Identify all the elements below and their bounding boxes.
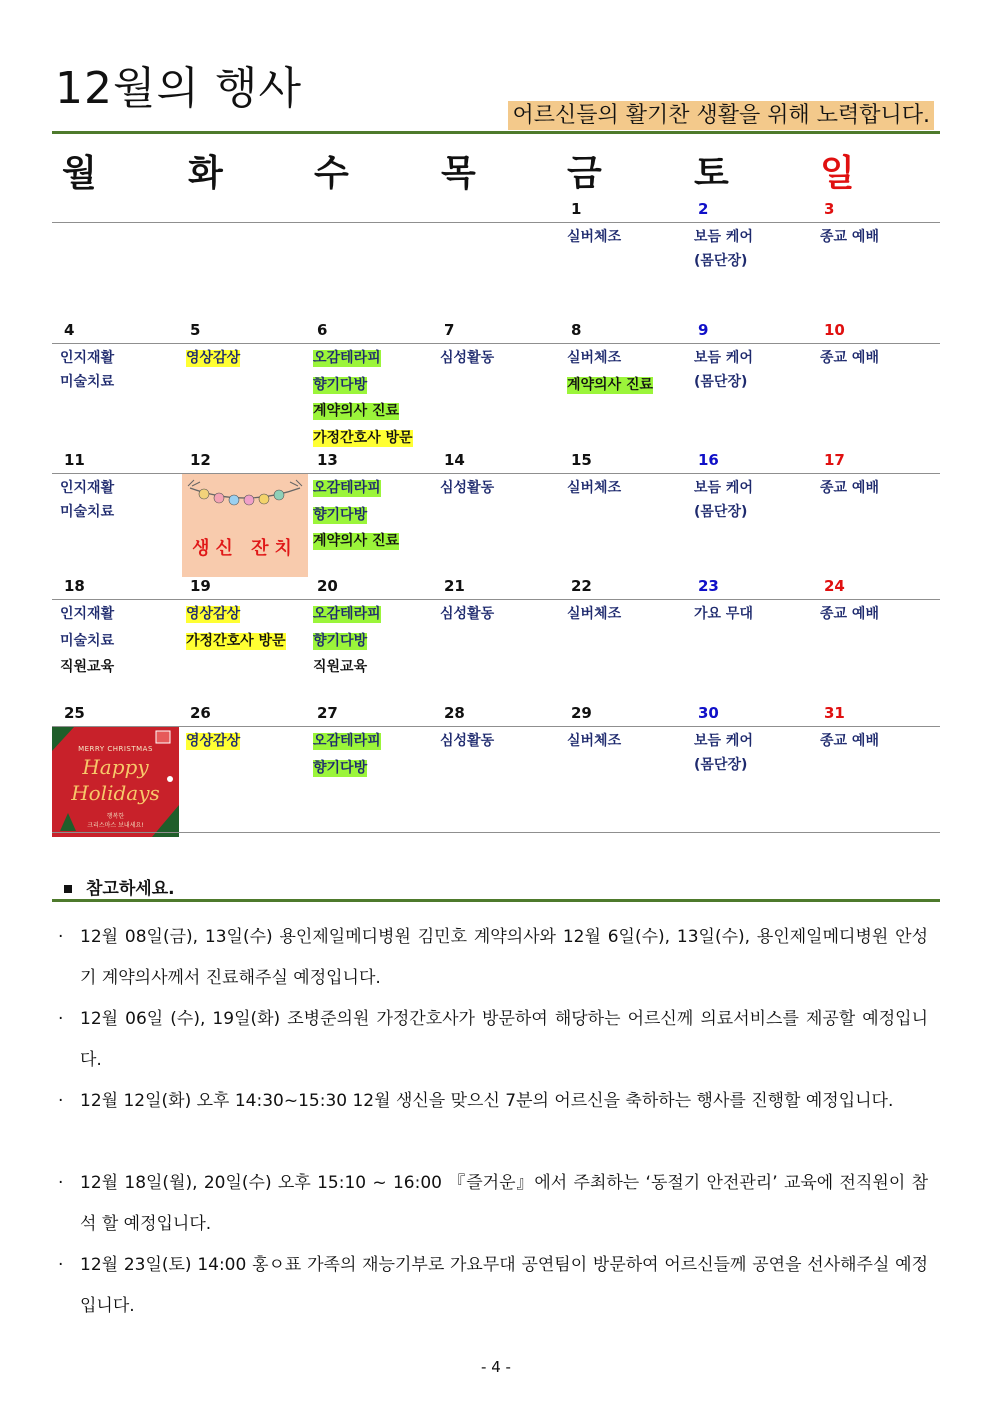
note-item [58,999,928,1081]
event-item: 심성활동 [440,480,495,496]
event-item: 실버체조 [567,733,622,749]
week-divider [52,222,940,223]
event-item: 영상감상 [186,606,241,622]
event-item: 심성활동 [440,606,495,622]
page-number: - 4 - [481,1358,511,1376]
note-bullet: · [58,1091,64,1111]
note-item [58,1081,928,1122]
weekday-wed: 수 [314,153,349,194]
event-item: 종교 예배 [820,229,879,245]
weekday-fri: 금 [567,153,602,194]
event-item: 종교 예배 [820,733,879,749]
event-item: 계약의사 진료 [567,376,654,393]
event-item: 실버체조 [567,480,622,496]
day-number: 18 [64,577,85,595]
day-number: 13 [317,451,338,469]
day-number: 12 [190,451,211,469]
note-text: 12월 12일(화) 오후 14:30~15:30 12월 생신을 맞으신 7분의 어르신을 축하하는 행사를 진행할 예정입니다. [80,1091,894,1111]
birthday-party-label: 생신 잔치 [192,538,298,559]
note-text: 12월 06일 (수), 19일(화) 조병준의원 가정간호사가 방문하여 해당하는 어르신께 의료서비스를 제공할 예정입니다. [80,1009,928,1070]
day-number: 26 [190,704,211,722]
day-number: 14 [444,451,465,469]
event-item: 오감테라피 [313,480,381,496]
page-title: 12월의 행사 [55,63,302,114]
event-item: 향기다방 [313,506,368,523]
day-number: 27 [317,704,338,722]
event-item: 보듬 케어 [694,733,753,749]
day-number: 5 [190,321,201,339]
day-number: 8 [571,321,582,339]
weekday-sat: 토 [694,153,729,194]
event-item: 가요 무대 [694,606,753,622]
day-number: 19 [190,577,211,595]
day-number: 28 [444,704,465,722]
note-item [58,917,928,999]
event-item: 심성활동 [440,733,495,749]
holiday-image-caption: MERRY CHRISTMAS [78,745,153,753]
event-item: 인지재활 [60,606,115,622]
day-number: 6 [317,321,328,339]
event-item: 미술치료 [60,632,115,649]
event-item: (몸단장) [694,757,748,773]
week-divider [52,599,940,600]
day-number: 11 [64,451,85,469]
day-number: 21 [444,577,465,595]
event-item: 향기다방 [313,632,368,649]
day-number: 20 [317,577,338,595]
notes-divider [52,899,940,902]
note-text: 12월 23일(토) 14:00 홍ㅇ표 가족의 재능기부로 가요무대 공연팀이 방문하여 어르신들께 공연을 선사해주실 예정입니다. [80,1255,928,1316]
note-bullet: · [58,1255,64,1275]
day-number: 10 [824,321,845,339]
event-item: 직원교육 [60,659,115,675]
event-item: (몸단장) [694,253,748,269]
event-item: 미술치료 [60,374,115,390]
note-item [58,1245,928,1327]
calendar-week-row [52,573,940,700]
note-item [58,1163,928,1245]
day-number: 7 [444,321,455,339]
event-item: 종교 예배 [820,480,879,496]
title-divider [52,131,940,134]
weekday-mon: 월 [62,153,97,194]
holiday-image-subtext: 행복한 [106,813,125,820]
day-number: 16 [698,451,719,469]
event-item: 인지재활 [60,480,115,496]
holiday-image-happy: Happy [82,755,149,779]
event-item: 인지재활 [60,350,115,366]
day-number: 31 [824,704,845,722]
weekday-header [52,141,940,194]
day-number: 23 [698,577,719,595]
event-item: 오감테라피 [313,733,381,749]
holiday-image [52,727,179,837]
event-item: 향기다방 [313,376,368,393]
note-text: 12월 18일(월), 20일(수) 오후 15:10 ~ 16:00 『즐거운』에서 주최하는 ‘동절기 안전관리’ 교육에 전직원이 참석 할 예정입니다. [80,1173,928,1234]
day-number: 15 [571,451,592,469]
notes-heading [64,874,175,899]
event-item: 실버체조 [567,350,622,366]
day-number: 3 [824,200,835,218]
event-item: 심성활동 [440,350,495,366]
calendar-week-row [52,447,940,573]
notes-heading-text: 참고하세요. [86,879,175,899]
day-number: 4 [64,321,75,339]
birthday-party-cell [182,474,308,577]
note-bullet: · [58,1009,64,1029]
week-divider [52,726,940,727]
event-item: 계약의사 진료 [313,533,400,549]
day-number: 29 [571,704,592,722]
calendar-week-row [52,317,940,447]
event-item: 종교 예배 [820,350,879,366]
event-item: 향기다방 [313,759,368,776]
event-item: 실버체조 [567,229,622,245]
event-item: 직원교육 [313,659,368,675]
event-item: 오감테라피 [313,606,381,622]
event-item: (몸단장) [694,374,748,390]
calendar-week-row [52,196,940,317]
event-item: 영상감상 [186,350,241,366]
day-number: 30 [698,704,719,722]
page-subtitle: 어르신들의 활기찬 생활을 위해 노력합니다. [508,101,934,130]
event-item: 미술치료 [60,504,115,520]
day-number: 22 [571,577,592,595]
day-number: 25 [64,704,85,722]
calendar-week-row [52,700,940,833]
weekday-sun: 일 [820,153,855,194]
note-text: 12월 08일(금), 13일(수) 용인제일메디병원 김민호 계약의사와 12월 6일(수), 13일(수), 용인제일메디병원 안성기 계약의사께서 진료해주실 예정입니다. [80,927,928,988]
day-number: 1 [571,200,582,218]
event-item: 보듬 케어 [694,480,753,496]
event-item: 가정간호사 방문 [313,429,413,446]
note-bullet: · [58,927,64,947]
event-item: 오감테라피 [313,350,381,366]
event-item: 가정간호사 방문 [186,632,286,649]
event-item: 계약의사 진료 [313,403,400,419]
weekday-thu: 목 [441,153,476,194]
event-item: 보듬 케어 [694,350,753,366]
garland-icon [182,474,308,524]
calendar-bottom-line [52,832,940,833]
event-item: 보듬 케어 [694,229,753,245]
note-bullet: · [58,1173,64,1193]
week-divider [52,343,940,344]
day-number: 24 [824,577,845,595]
event-item: 종교 예배 [820,606,879,622]
weekday-tue: 화 [188,153,223,194]
event-item: 실버체조 [567,606,622,622]
event-item: (몸단장) [694,504,748,520]
square-bullet-icon [64,885,72,893]
holiday-image-holidays: Holidays [71,781,160,805]
holiday-image-subtext: 크리스마스 보내세요! [87,822,144,829]
event-item: 영상감상 [186,733,241,749]
day-number: 9 [698,321,709,339]
day-number: 17 [824,451,845,469]
day-number: 2 [698,200,709,218]
